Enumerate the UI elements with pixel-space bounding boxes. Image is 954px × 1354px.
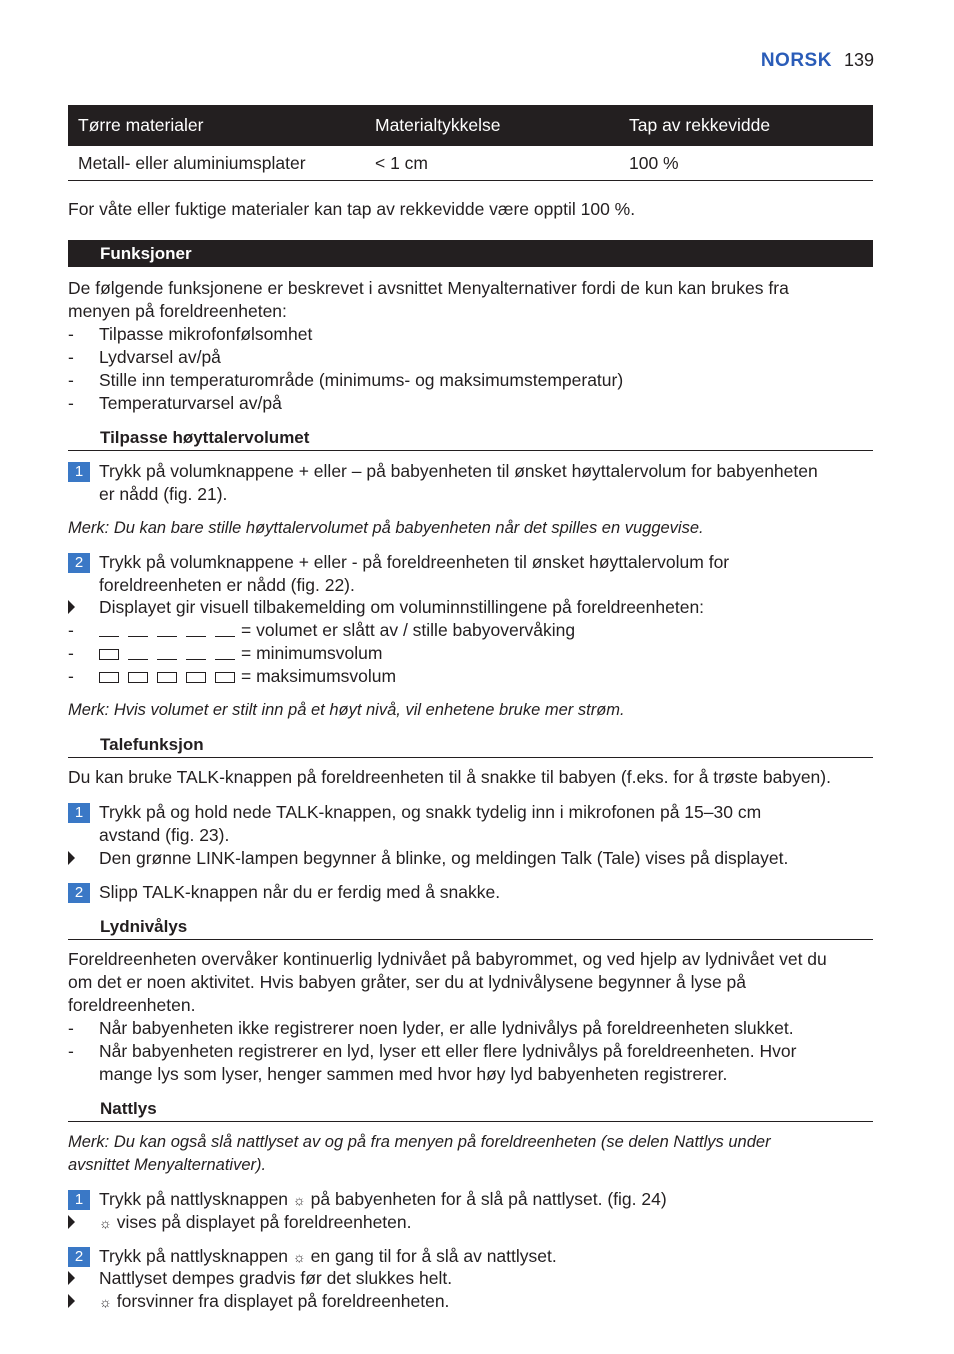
- table-header: Materialtykkelse: [365, 105, 619, 146]
- dash-marker: -: [68, 666, 74, 686]
- dash-marker: -: [68, 324, 74, 344]
- night-light-icon: ☼: [292, 1249, 306, 1265]
- result-text: Den grønne LINK-lampen begynner å blinke, og meldingen Talk (Tale) vises på displayet.: [99, 848, 789, 868]
- dash-marker: -: [68, 370, 74, 390]
- volume-level-label: = volumet er slått av / stille babyovervåking: [241, 620, 576, 640]
- table-cell: Metall- eller aluminiumsplater: [68, 146, 365, 181]
- paragraph: menyen på foreldreenheten:: [68, 301, 287, 321]
- volume-bar-empty-icon: [157, 636, 177, 637]
- bullet-icon: [68, 851, 75, 865]
- subsection-title-nightlight: Nattlys: [68, 1098, 873, 1122]
- paragraph: foreldreenheten.: [68, 995, 196, 1015]
- page-header: [761, 50, 874, 72]
- volume-bar-filled-icon: [157, 672, 177, 683]
- wet-note: For våte eller fuktige materialer kan tap av rekkevidde være opptil 100 %.: [68, 199, 636, 219]
- list-item: Tilpasse mikrofonfølsomhet: [99, 324, 313, 344]
- dash-marker: -: [68, 620, 74, 640]
- result-text-part: vises på displayet på foreldreenheten.: [116, 1212, 412, 1232]
- step-text-part: Trykk på nattlysknappen: [99, 1246, 289, 1266]
- step-text: er nådd (fig. 21).: [99, 484, 228, 504]
- volume-bar-filled-icon: [186, 672, 206, 683]
- step-text: [99, 1188, 667, 1211]
- dash-marker: -: [68, 1018, 74, 1038]
- list-item: Lydvarsel av/på: [99, 347, 221, 367]
- table-header-row: [68, 105, 873, 146]
- volume-level-min: [99, 642, 383, 665]
- subsection-title-sound: Lydnivålys: [68, 916, 873, 940]
- table-cell: < 1 cm: [365, 146, 619, 181]
- step-text: Trykk på volumknappene + eller – på babyenheten til ønsket høyttalervolum for babyenheten: [99, 461, 818, 481]
- dash-marker: -: [68, 1041, 74, 1061]
- volume-bar-empty-icon: [215, 636, 235, 637]
- note: Merk: Du kan også slå nattlyset av og på fra menyen på foreldreenheten (se delen Nattlys under: [68, 1133, 771, 1151]
- table-header: Tørre materialer: [68, 105, 365, 146]
- list-item: Når babyenheten registrerer en lyd, lyser ett eller flere lydnivålys på foreldreenheten. Hvor: [99, 1041, 797, 1061]
- paragraph: om det er noen aktivitet. Hvis babyen gråter, ser du at lydnivålysene begynner å lyse på: [68, 972, 747, 992]
- volume-bar-filled-icon: [99, 649, 119, 660]
- subsection-title-volume: Tilpasse høyttalervolumet: [68, 427, 873, 451]
- section-title-funksjoner: Funksjoner: [68, 240, 873, 267]
- paragraph: Du kan bruke TALK-knappen på foreldreenheten til å snakke til babyen (f.eks. for å trøste babyen).: [68, 767, 831, 787]
- step-text: Slipp TALK-knappen når du er ferdig med å snakke.: [99, 882, 501, 902]
- night-light-icon: ☼: [99, 1215, 112, 1231]
- night-light-icon: ☼: [292, 1192, 306, 1208]
- page-number: 139: [843, 50, 874, 70]
- step-number: 1: [68, 803, 90, 823]
- volume-bar-empty-icon: [128, 659, 148, 660]
- list-item: mange lys som lyser, henger sammen med hvor høy lyd babyenheten registrerer.: [99, 1064, 728, 1084]
- bullet-icon: [68, 1271, 75, 1285]
- volume-level-label: = maksimumsvolum: [241, 666, 397, 686]
- step-number: 2: [68, 1247, 90, 1267]
- bullet-icon: [68, 1215, 75, 1229]
- result-text: [99, 1290, 449, 1313]
- step-number: 2: [68, 883, 90, 903]
- table-cell: 100 %: [619, 146, 873, 181]
- paragraph: Foreldreenheten overvåker kontinuerlig lydnivået på babyrommet, og ved hjelp av lydnivået vet du: [68, 949, 827, 969]
- step-text-part: Trykk på nattlysknappen: [99, 1189, 289, 1209]
- table-row: [68, 146, 873, 181]
- result-text: [99, 1211, 412, 1234]
- result-text: Displayet gir visuell tilbakemelding om voluminnstillingene på foreldreenheten:: [99, 597, 705, 617]
- note: Merk: Hvis volumet er stilt inn på et høyt nivå, vil enhetene bruke mer strøm.: [68, 701, 625, 719]
- step-number: 1: [68, 1190, 90, 1210]
- night-light-icon: ☼: [99, 1294, 112, 1310]
- step-text-part: en gang til for å slå av nattlyset.: [310, 1246, 557, 1266]
- volume-bar-filled-icon: [99, 672, 119, 683]
- volume-bar-empty-icon: [215, 659, 235, 660]
- step-number: 2: [68, 553, 90, 573]
- result-text: Nattlyset dempes gradvis før det slukkes helt.: [99, 1268, 453, 1288]
- step-number: 1: [68, 462, 90, 482]
- dash-marker: -: [68, 393, 74, 413]
- materials-table: [68, 105, 873, 181]
- volume-bar-empty-icon: [128, 636, 148, 637]
- volume-level-off: [99, 619, 575, 642]
- volume-level-label: = minimumsvolum: [241, 643, 383, 663]
- volume-bar-empty-icon: [186, 659, 206, 660]
- list-item: Når babyenheten ikke registrerer noen lyder, er alle lydnivålys på foreldreenheten slukket.: [99, 1018, 794, 1038]
- volume-bar-filled-icon: [128, 672, 148, 683]
- volume-bar-filled-icon: [215, 672, 235, 683]
- list-item: Stille inn temperaturområde (minimums- og maksimumstemperatur): [99, 370, 624, 390]
- step-text: Trykk på og hold nede TALK-knappen, og snakk tydelig inn i mikrofonen på 15–30 cm: [99, 802, 762, 822]
- language-label: NORSK: [760, 50, 832, 71]
- volume-bar-empty-icon: [99, 636, 119, 637]
- volume-bar-empty-icon: [186, 636, 206, 637]
- bullet-icon: [68, 600, 75, 614]
- list-item: Temperaturvarsel av/på: [99, 393, 282, 413]
- subsection-title-talk: Talefunksjon: [68, 734, 873, 758]
- bullet-icon: [68, 1294, 75, 1308]
- dash-marker: -: [68, 643, 74, 663]
- table-header: Tap av rekkevidde: [619, 105, 873, 146]
- step-text: [99, 1245, 557, 1268]
- note: avsnittet Menyalternativer).: [68, 1156, 267, 1174]
- step-text: avstand (fig. 23).: [99, 825, 230, 845]
- step-text: Trykk på volumknappene + eller - på foreldreenheten til ønsket høyttalervolum for: [99, 552, 730, 572]
- dash-marker: -: [68, 347, 74, 367]
- step-text: foreldreenheten er nådd (fig. 22).: [99, 575, 355, 595]
- volume-bar-empty-icon: [157, 659, 177, 660]
- volume-level-max: [99, 665, 396, 688]
- paragraph: De følgende funksjonene er beskrevet i avsnittet Menyalternativer fordi de kun kan brukes fra: [68, 278, 789, 298]
- note: Merk: Du kan bare stille høyttalervolumet på babyenheten når det spilles en vuggevise.: [68, 519, 704, 537]
- result-text-part: forsvinner fra displayet på foreldreenheten.: [116, 1291, 450, 1311]
- step-text-part: på babyenheten for å slå på nattlyset. (fig. 24): [310, 1189, 667, 1209]
